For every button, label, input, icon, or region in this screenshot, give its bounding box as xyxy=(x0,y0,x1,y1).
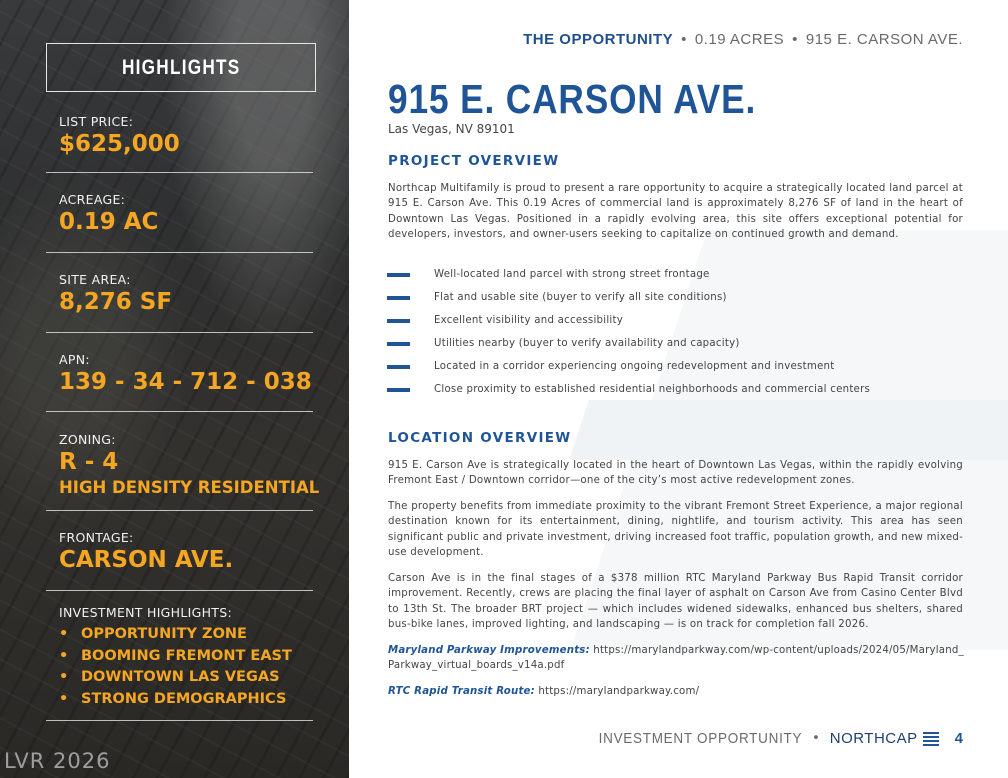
bullet-icon: • xyxy=(59,690,69,707)
divider xyxy=(46,252,313,253)
investment-highlights-block xyxy=(59,605,313,710)
bullet-icon: • xyxy=(59,626,69,642)
list-item xyxy=(387,355,870,378)
rtc-route-link[interactable]: https://marylandparkway.com/ xyxy=(538,686,700,697)
divider xyxy=(46,510,313,511)
divider xyxy=(46,590,313,591)
list-item xyxy=(59,667,313,689)
maryland-parkway-link-line xyxy=(388,643,968,674)
footer-text: INVESTMENT OPPORTUNITY xyxy=(598,730,803,747)
list-item xyxy=(387,332,870,355)
feature-text: Utilities nearby (buyer to verify availability and capacity) xyxy=(434,338,740,349)
divider xyxy=(46,172,313,173)
investment-item: BOOMING FREMONT EAST xyxy=(81,647,292,664)
location-overview-heading: LOCATION OVERVIEW xyxy=(388,430,572,446)
rtc-route-link-line xyxy=(388,684,968,699)
maryland-parkway-link[interactable]: https://marylandparkway.com/wp-content/uploads/2024/05/Maryland_Parkway_virtual_boards_v14a.pdf xyxy=(388,645,964,672)
watermark: LVR 2026 xyxy=(4,749,111,773)
feature-list xyxy=(387,263,870,401)
northcap-logo-icon xyxy=(923,732,939,746)
bullet-bar-icon xyxy=(387,319,410,323)
zoning-block xyxy=(59,432,320,499)
investment-highlights-list xyxy=(59,624,313,710)
page-number: 4 xyxy=(954,730,963,747)
highlights-title: HIGHLIGHTS xyxy=(121,55,241,79)
apn-value: 139 - 34 - 712 - 038 xyxy=(59,369,312,395)
list-item xyxy=(387,286,870,309)
separator: • xyxy=(681,31,687,48)
zoning-label: ZONING: xyxy=(59,432,116,447)
bullet-icon: • xyxy=(59,669,69,685)
investment-item: STRONG DEMOGRAPHICS xyxy=(81,690,287,707)
frontage-label: FRONTAGE: xyxy=(59,530,134,545)
investment-highlights-label: INVESTMENT HIGHLIGHTS: xyxy=(59,605,232,620)
feature-text: Close proximity to established residential neighborhoods and commercial centers xyxy=(434,384,871,395)
investment-item: DOWNTOWN LAS VEGAS xyxy=(81,669,280,685)
project-overview-text: Northcap Multifamily is proud to present a rare opportunity to acquire a strategically located land parcel at 915 E. Carson Ave. This 0.19 Acres of commercial land is approximately 8,276 SF of land in the heart of Downtown Las Vegas. Positioned in a rapidly evolving area, this site offers exceptional potential for developers, investors, and owner-users seeking to capitalize on continued growth and demand. xyxy=(388,183,963,241)
background-decoration xyxy=(569,400,1008,460)
apn-block xyxy=(59,352,313,397)
site-area-label: SITE AREA: xyxy=(59,272,131,287)
list-item xyxy=(59,624,313,646)
highlights-panel xyxy=(0,0,349,778)
list-item xyxy=(387,378,870,401)
acreage-value: 0.19 AC xyxy=(59,209,159,235)
frontage-block xyxy=(59,530,313,575)
bullet-bar-icon xyxy=(387,388,410,392)
apn-label: APN: xyxy=(59,352,90,367)
page-subtitle: Las Vegas, NV 89101 xyxy=(388,122,515,136)
bullet-bar-icon xyxy=(387,342,410,346)
site-area-block xyxy=(59,272,313,317)
investment-item: OPPORTUNITY ZONE xyxy=(81,626,247,642)
page-title: 915 E. CARSON AVE. xyxy=(388,76,757,122)
divider xyxy=(46,720,313,721)
brand-name: NORTHCAP xyxy=(829,730,918,747)
page-footer xyxy=(576,730,963,747)
page-header xyxy=(523,31,963,48)
acreage-label: ACREAGE: xyxy=(59,192,126,207)
feature-text: Flat and usable site (buyer to verify all site conditions) xyxy=(434,292,727,303)
list-item xyxy=(387,263,870,286)
divider xyxy=(46,411,313,412)
list-item xyxy=(387,309,870,332)
separator: • xyxy=(812,731,820,746)
header-address: 915 E. CARSON AVE. xyxy=(805,31,963,48)
zoning-description: HIGH DENSITY RESIDENTIAL xyxy=(59,478,320,497)
header-acres: 0.19 ACRES xyxy=(694,31,785,48)
link-label: RTC Rapid Transit Route: xyxy=(388,686,535,697)
list-item xyxy=(59,689,313,711)
separator: • xyxy=(792,31,798,48)
bullet-bar-icon xyxy=(387,365,410,369)
highlights-title-box xyxy=(46,43,316,92)
header-section: THE OPPORTUNITY xyxy=(523,31,674,48)
feature-text: Located in a corridor experiencing ongoing redevelopment and investment xyxy=(434,361,835,372)
bullet-bar-icon xyxy=(387,296,410,300)
feature-text: Well-located land parcel with strong street frontage xyxy=(434,269,710,280)
acreage-block xyxy=(59,192,313,237)
zoning-value: R - 4 xyxy=(59,449,119,475)
bullet-bar-icon xyxy=(387,273,410,277)
site-area-value: 8,276 SF xyxy=(59,289,173,315)
divider xyxy=(46,332,313,333)
location-paragraph-3: Carson Ave is in the final stages of a $378 million RTC Maryland Parkway Bus Rapid Transit corridor improvement. Recently, crews are placing the final layer of asphalt on Carson Ave from Casino Center Blvd to 13th St. The broader BRT project — which includes widened sidewalks, enhanced bus shelters, shared bus-bike lanes, improved lighting, and landscaping — is on track for completion fall 2026. xyxy=(388,573,963,631)
location-paragraph-1: 915 E. Carson Ave is strategically located in the heart of Downtown Las Vegas, within the rapidly evolving Fremont East / Downtown corridor—one of the city’s most active redevelopment zones. xyxy=(388,460,963,487)
location-paragraph-2: The property benefits from immediate proximity to the vibrant Fremont Street Experience, a major regional destination known for its entertainment, dining, nightlife, and tourism activity. This area has seen significant public and private investment, driving increased foot traffic, population growth, and new mixed-use development. xyxy=(388,501,963,559)
feature-text: Excellent visibility and accessibility xyxy=(434,315,624,326)
link-label: Maryland Parkway Improvements: xyxy=(388,645,590,656)
list-price-block xyxy=(59,114,313,159)
list-item xyxy=(59,646,313,668)
frontage-value: CARSON AVE. xyxy=(59,547,234,573)
bullet-icon: • xyxy=(59,647,69,664)
project-overview-heading: PROJECT OVERVIEW xyxy=(388,153,560,169)
main-content xyxy=(349,0,1008,778)
list-price-label: LIST PRICE: xyxy=(59,114,134,129)
list-price-value: $625,000 xyxy=(59,131,180,157)
